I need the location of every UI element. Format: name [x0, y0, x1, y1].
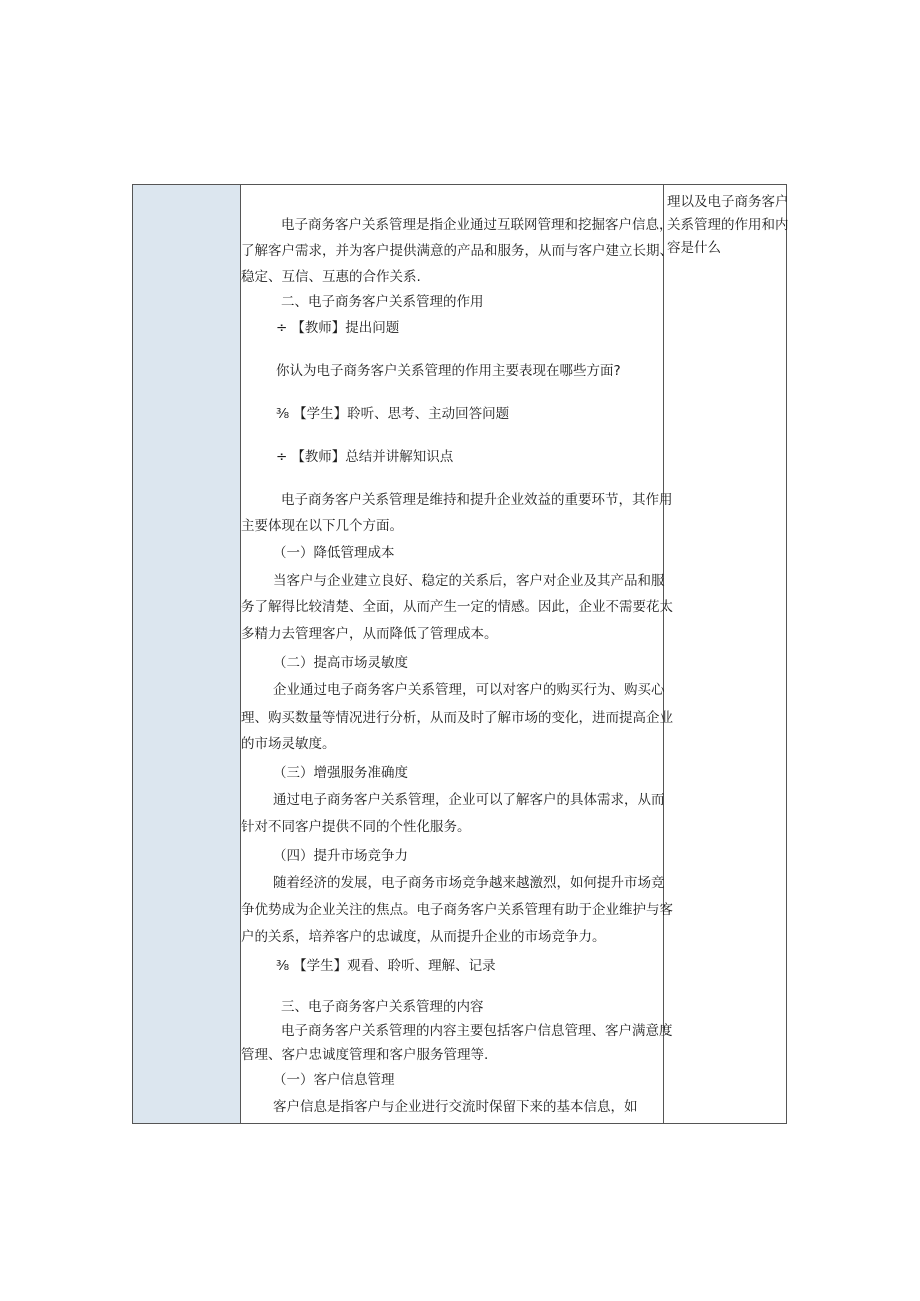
subsection-title: （二）提高市场灵敏度	[273, 655, 408, 671]
question-text: 你认为电子商务客户关系管理的作用主要表现在哪些方面?	[276, 363, 621, 379]
paragraph-line: 企业通过电子商务客户关系管理，可以对客户的购买行为、购买心	[273, 682, 665, 698]
subsection-title: （一）降低管理成本	[273, 545, 395, 561]
paragraph-line: 电子商务客户关系管理是指企业通过互联网管理和挖掘客户信息，	[281, 217, 673, 233]
paragraph-line: 管理、客户忠诚度管理和客户服务管理等.	[241, 1047, 489, 1063]
paragraph-line: 多精力去管理客户，从而降低了管理成本。	[241, 626, 498, 642]
stage-column	[133, 185, 241, 1123]
paragraph-line: 稳定、互信、互惠的合作关系.	[241, 269, 421, 285]
note-line: 理以及电子商务客户	[667, 194, 789, 210]
paragraph-line: 户的关系，培养客户的忠诚度，从而提升企业的市场竞争力。	[241, 929, 606, 945]
paragraph-line: 电子商务客户关系管理是维持和提升企业效益的重要环节，其作用	[281, 492, 673, 508]
note-line: 关系管理的作用和内	[667, 217, 789, 233]
bullet-icon: ÷	[276, 320, 288, 336]
paragraph-line: 针对不同客户提供不同的个性化服务。	[241, 819, 471, 835]
teacher-step	[241, 317, 399, 339]
step-label: 【教师】总结并讲解知识点	[291, 449, 454, 465]
paragraph-line: 的市场灵敏度。	[241, 736, 336, 752]
paragraph-line: 了解客户需求，并为客户提供满意的产品和服务，从而与客户建立长期、	[241, 243, 673, 259]
content-column	[241, 185, 673, 1123]
paragraph-line: 通过电子商务客户关系管理，企业可以了解客户的具体需求，从而	[273, 792, 665, 808]
paragraph-line: 主要体现在以下几个方面。	[241, 518, 403, 534]
section-heading: 三、电子商务客户关系管理的内容	[281, 999, 484, 1015]
step-label: 【学生】聆听、思考、主动回答问题	[293, 406, 510, 422]
subsection-title: （一）客户信息管理	[273, 1072, 395, 1088]
notes-column	[664, 185, 789, 1123]
teacher-step	[241, 446, 453, 468]
bullet-icon: ⅜	[276, 958, 290, 974]
paragraph-line: 理、购买数量等情况进行分析，从而及时了解市场的变化，进而提高企业	[241, 710, 673, 726]
step-label: 【学生】观看、聆听、理解、记录	[293, 958, 496, 974]
paragraph-line: 客户信息是指客户与企业进行交流时保留下来的基本信息，如	[273, 1099, 638, 1115]
lesson-table	[132, 184, 787, 1124]
paragraph-line: 争优势成为企业关注的焦点。电子商务客户关系管理有助于企业维护与客	[241, 902, 673, 918]
note-line: 容是什么	[667, 240, 721, 256]
subsection-title: （三）增强服务准确度	[273, 765, 408, 781]
bullet-icon: ⅜	[276, 406, 290, 422]
paragraph-line: 当客户与企业建立良好、稳定的关系后，客户对企业及其产品和服	[273, 573, 665, 589]
student-step	[241, 403, 509, 425]
bullet-icon: ÷	[276, 449, 288, 465]
step-label: 【教师】提出问题	[291, 320, 400, 336]
student-step	[241, 955, 496, 977]
paragraph-line: 务了解得比较清楚、全面，从而产生一定的情感。因此，企业不需要花太	[241, 599, 673, 615]
section-heading: 二、电子商务客户关系管理的作用	[281, 294, 484, 310]
subsection-title: （四）提升市场竞争力	[273, 848, 408, 864]
paragraph-line: 电子商务客户关系管理的内容主要包括客户信息管理、客户满意度	[281, 1023, 673, 1039]
paragraph-line: 随着经济的发展，电子商务市场竞争越来越激烈，如何提升市场竞	[273, 875, 665, 891]
